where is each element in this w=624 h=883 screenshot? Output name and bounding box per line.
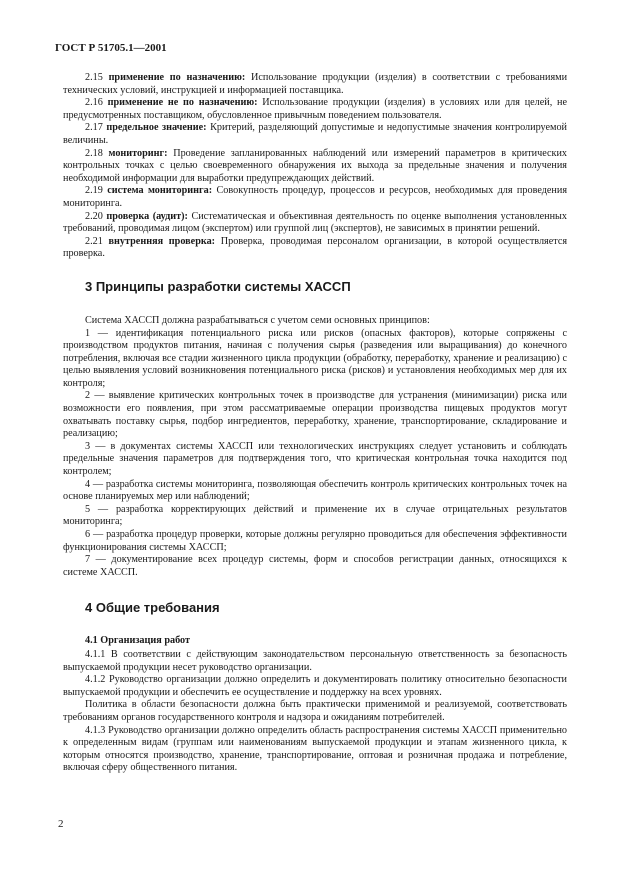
page-number: 2 xyxy=(58,818,64,830)
definition-item xyxy=(63,148,567,186)
definition-item xyxy=(63,185,567,210)
paragraph: 4.1.2 Руководство организации должно определить и документировать политику относительно безопасности выпускаемой продукции и обеспечить ее осуществление и поддержку на всех уровнях. xyxy=(63,674,567,698)
definition-item xyxy=(63,236,567,261)
definition-text: Использование продукции (изделия) в условиях или для целей, не предусмотренных поставщиком, обусловленное привычным поведением пользователя. xyxy=(63,97,568,121)
definition-term: применение не по назначению: xyxy=(107,97,258,109)
paragraph: 4.1.1 В соответствии с действующим законодательством персональную ответственность за безопасность выпускаемой продукции несет руководство организации. xyxy=(63,648,567,673)
definition-term: предельное значение: xyxy=(106,122,207,134)
definition-text: Критерий, разделяющий допустимые и недопустимые значения контролируемой величины. xyxy=(63,122,567,146)
definition-item xyxy=(63,72,567,97)
definition-number: 2.17 xyxy=(85,122,103,134)
definition-number: 2.15 xyxy=(85,72,103,83)
definition-text: Совокупность процедур, процессов и ресурсов, необходимых для проведения мониторинга. xyxy=(63,185,568,209)
definition-term: проверка (аудит): xyxy=(106,210,188,222)
principle-item: 6 — разработка процедур проверки, которые должны регулярно проводиться для обеспечения эффективности функционирования системы ХАССП; xyxy=(63,529,567,553)
definition-item xyxy=(63,122,567,147)
definition-text: Проверка, проводимая персоналом организации, в которой осуществляется проверка. xyxy=(63,235,568,260)
definition-term: мониторинг: xyxy=(108,147,168,159)
principle-item: 2 — выявление критических контрольных точек в производстве для устранения (минимизации) риска или возможности его появления, при этом рассматриваемые операции производства пищевых продуктов могут охватывать поставку сырья, подбор ингредиентов, переработку, хранение, транспортирование, складирование и реализацию; xyxy=(63,390,567,440)
section-3-title: 3 Принципы разработки системы ХАССП xyxy=(85,278,351,294)
definition-text: Систематическая и объективная деятельность по оценке выполнения установленных требований, проводимая лицом (экспертом) или группой лиц (экспертов), не зависимых в принятии решений. xyxy=(63,210,567,235)
principle-item: 4 — разработка системы мониторинга, позволяющая обеспечить контроль критических контрольных точек на основе планируемых мер или наблюдений; xyxy=(63,478,567,503)
definition-number: 2.21 xyxy=(85,235,103,247)
principle-item: 7 — документирование всех процедур системы, форм и способов регистрации данных, относящихся к системе ХАССП. xyxy=(63,554,567,578)
section-3-intro: Система ХАССП должна разрабатываться с учетом семи основных принципов: xyxy=(85,314,430,326)
definition-term: применение по назначению: xyxy=(108,72,246,83)
definition-number: 2.19 xyxy=(85,185,103,197)
principle-item: 1 — идентификация потенциального риска или рисков (опасных факторов), которые сопряжены с производством продуктов питания, начиная с получения сырья (разведения или выращивания) до конечного потребления, включая все стадии жизненного цикла продукции (обработку, переработку, хранение и реализацию) с целью выявления условий возникновения потенциального риска (рисков) и установления необходимых мер для их контроля; xyxy=(63,327,567,389)
definition-term: система мониторинга: xyxy=(107,185,213,197)
definition-number: 2.18 xyxy=(85,147,103,159)
definition-term: внутренняя проверка: xyxy=(108,235,216,247)
section-4-title: 4 Общие требования xyxy=(85,600,220,616)
definition-number: 2.16 xyxy=(85,97,103,109)
paragraph: Политика в области безопасности должна быть практически применимой и реализуемой, соответствовать требованиям органов государственного контроля и надзора и ожиданиям потребителей. xyxy=(63,699,567,723)
paragraph: 4.1.3 Руководство организации должно определить область распространения системы ХАССП применительно к определенным видам (группам или наименованиям выпускаемой продукции и этапам жизненного цикла, к которым относятся производство, хранение, транспортирование, оптовая и розничная продажа и потребление, включая сферу общественного питания. xyxy=(63,724,567,774)
page-content xyxy=(63,72,567,775)
definition-number: 2.20 xyxy=(85,210,103,222)
definition-text: Использование продукции (изделия) в соответствии с требованиями технических условий, инструкцией и информацией поставщика. xyxy=(63,72,568,96)
definition-item xyxy=(63,211,567,236)
principle-item: 5 — разработка корректирующих действий и применение их в случае отрицательных результатов мониторинга; xyxy=(63,503,567,528)
definition-item xyxy=(63,97,567,122)
principle-item: 3 — в документах системы ХАССП или технологических инструкциях следует установить и соблюдать предельные значения параметров для подтверждения того, что критическая контрольная точка находится под контролем; xyxy=(63,440,567,478)
definitions-list xyxy=(63,72,567,261)
subsection-title: 4.1 Организация работ xyxy=(85,635,190,647)
document-header: ГОСТ Р 51705.1—2001 xyxy=(55,42,167,54)
definition-text: Проведение запланированных наблюдений или измерений параметров в критических контрольных точках с целью своевременного обнаружения их выхода за предельные значения и получения необходимой информации для выработки предупреждающих действий. xyxy=(63,147,568,184)
